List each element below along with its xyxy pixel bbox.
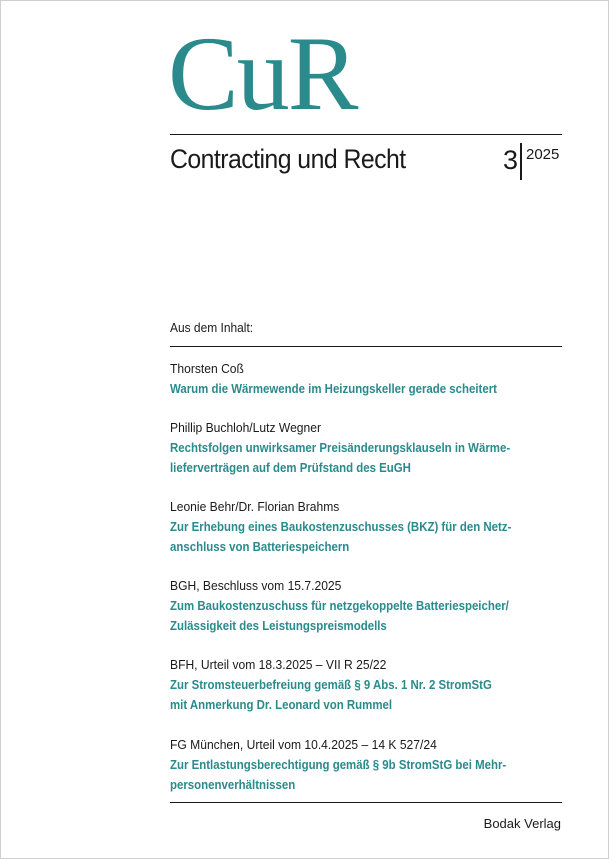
entry-author: FG München, Urteil vom 10.4.2025 – 14 K 527/24 (170, 737, 437, 752)
contents-entry (170, 655, 570, 715)
bottom-divider (170, 802, 562, 803)
entry-title: Warum die Wärmewende im Heizungskeller gerade scheitert (170, 381, 498, 396)
publisher-name: Bodak Verlag (483, 816, 561, 831)
entry-author: BFH, Urteil vom 18.3.2025 – VII R 25/22 (170, 657, 387, 672)
contents-heading: Aus dem Inhalt: (170, 320, 254, 335)
top-divider (170, 134, 562, 135)
entry-author: Leonie Behr/Dr. Florian Brahms (170, 499, 340, 514)
entry-title-continued: Zulässigkeit des Leistungspreismodells (170, 618, 387, 633)
issue-separator (520, 143, 522, 180)
entry-author: Phillip Buchloh/Lutz Wegner (170, 420, 321, 435)
entry-title: Zum Baukostenzuschuss für netzgekoppelte Batteriespeicher/ (170, 598, 509, 613)
entry-title-continued: anschluss von Batteriespeichern (170, 539, 350, 554)
entry-title: Zur Stromsteuerbefreiung gemäß § 9 Abs. 1 Nr. 2 StromStG (170, 677, 492, 692)
entry-title: Rechtsfolgen unwirksamer Preisänderungsklauseln in Wärme- (170, 440, 511, 455)
journal-logo: CuR (168, 15, 357, 132)
entry-author: Thorsten Coß (170, 361, 244, 376)
contents-entry (170, 497, 570, 557)
journal-title: Contracting und Recht (170, 144, 406, 174)
contents-entry (170, 359, 570, 399)
contents-divider (170, 346, 562, 347)
contents-entry (170, 418, 570, 478)
entry-title-continued: lieferverträgen auf dem Prüfstand des EuGH (170, 460, 411, 475)
issue-number: 3 (503, 145, 519, 175)
issue-year: 2025 (526, 146, 560, 163)
entry-title: Zur Erhebung eines Baukostenzuschusses (BKZ) für den Netz- (170, 519, 512, 534)
entry-author: BGH, Beschluss vom 15.7.2025 (170, 578, 342, 593)
contents-entry (170, 576, 570, 636)
entry-title-continued: personenverhältnissen (170, 777, 296, 792)
contents-entry (170, 735, 570, 795)
entry-title-continued: mit Anmerkung Dr. Leonard von Rummel (170, 697, 393, 712)
entry-title: Zur Entlastungsberechtigung gemäß § 9b StromStG bei Mehr- (170, 757, 507, 772)
